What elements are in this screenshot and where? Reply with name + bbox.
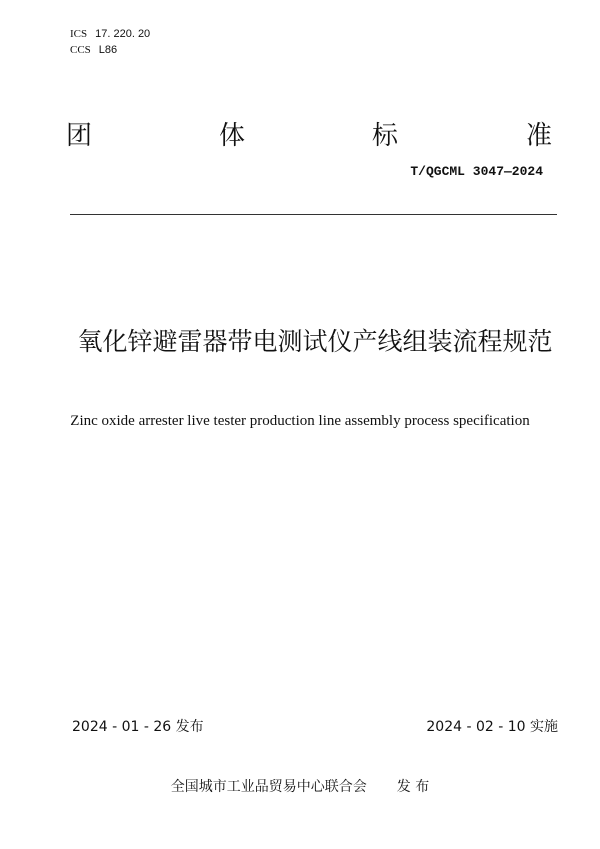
org-char-4: 准 [526, 121, 553, 151]
org-char-3: 标 [372, 121, 399, 151]
ics-label: ICS [70, 28, 88, 40]
ccs-code [70, 44, 117, 56]
org-char-1: 团 [66, 121, 93, 151]
ccs-label: CCS [70, 44, 91, 56]
publisher: 全国城市工业品贸易中心联合会 [170, 779, 367, 795]
divider [70, 214, 557, 215]
issue-date: 2024 - 01 - 26 发布 [72, 719, 204, 735]
standard-code: T/QGCML 3047—2024 [410, 164, 543, 179]
ccs-value: L86 [98, 44, 118, 56]
org-char-2: 体 [219, 121, 246, 151]
ics-value: 17. 220. 20 [95, 28, 151, 40]
publisher-line [0, 776, 600, 796]
title-cn: 氧化锌避雷器带电测试仪产线组装流程规范 [77, 327, 553, 356]
ics-code [70, 28, 150, 40]
publish-word: 发 布 [396, 779, 430, 795]
title-en: Zinc oxide arrester live tester production line assembly process specification [70, 413, 530, 429]
implement-date: 2024 - 02 - 10 实施 [426, 719, 558, 735]
